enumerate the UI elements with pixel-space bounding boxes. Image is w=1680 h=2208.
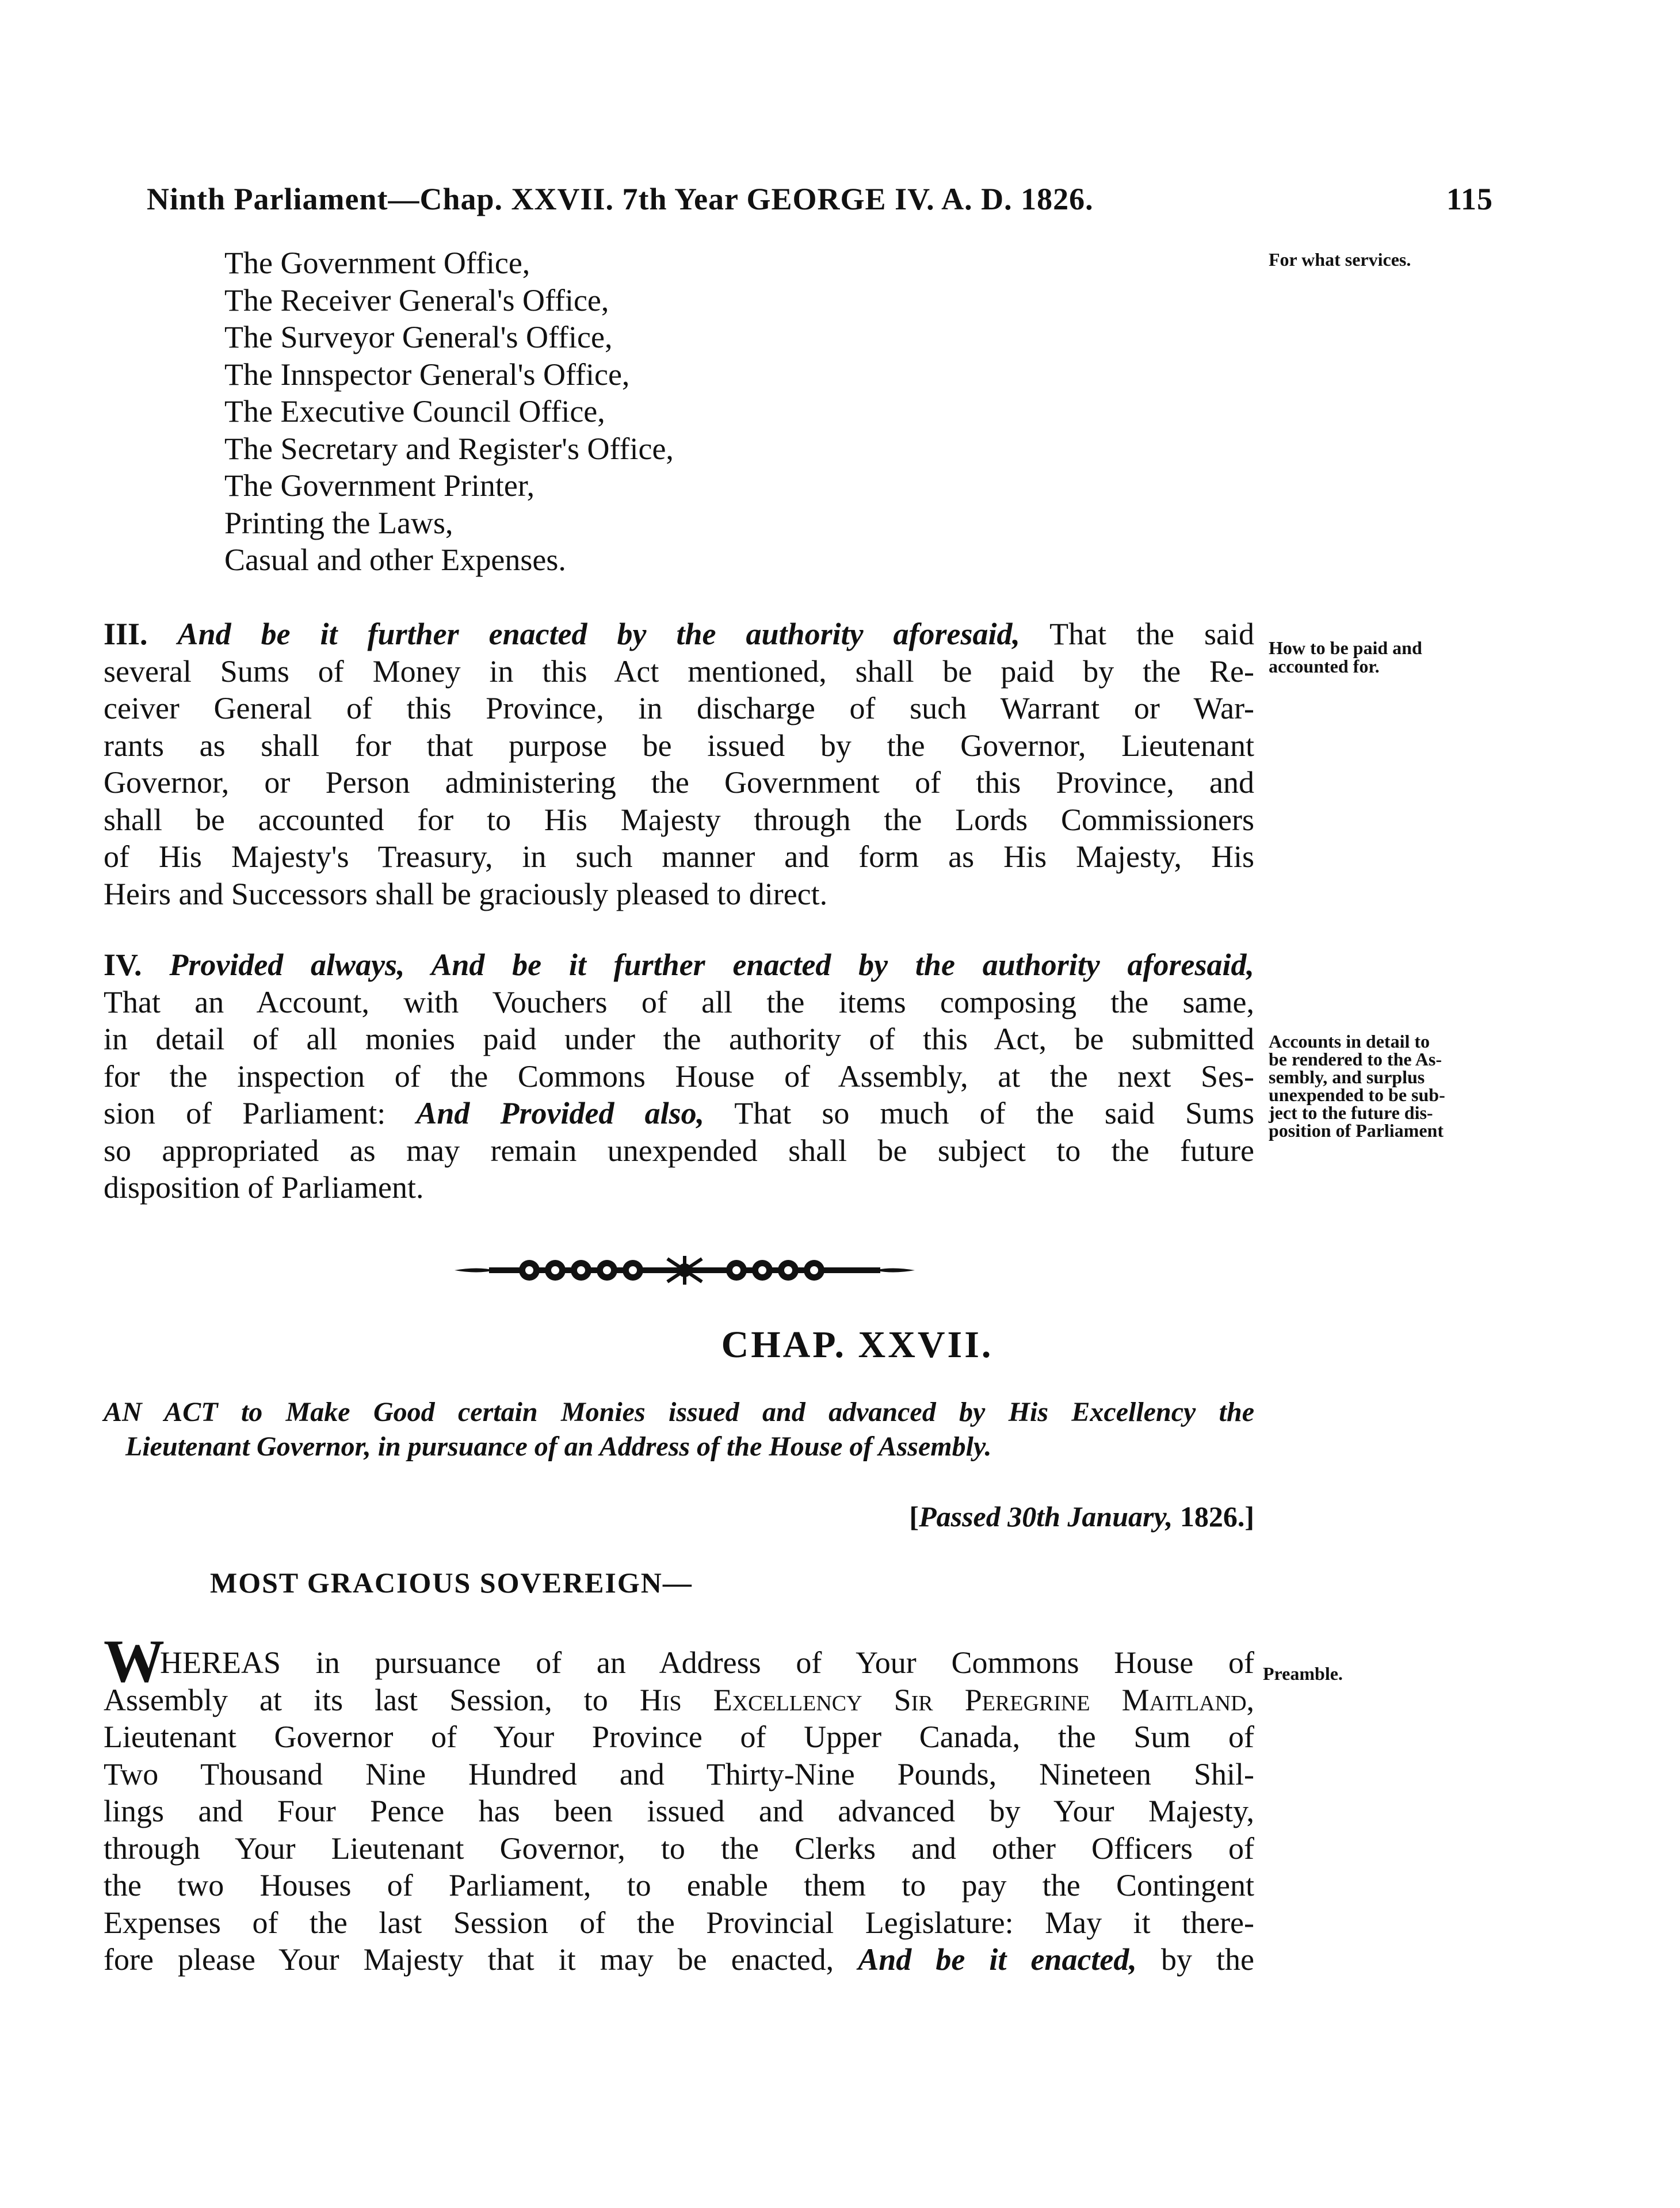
list-item: The Government Office, <box>224 246 530 280</box>
section-3-line: Governor, or Person administering the Government of this Province, and <box>104 765 1254 800</box>
preamble-line: through Your Lieutenant Governor, to the Clerks and other Officers of <box>104 1831 1254 1866</box>
preamble-text: Assembly at its last Session, to <box>104 1682 608 1717</box>
section-3-line: ceiver General of this Province, in discharge of such Warrant or War- <box>104 691 1254 725</box>
margin-note-line: be rendered to the As- <box>1269 1049 1442 1069</box>
section-4-line: in detail of all monies paid under the authority of this Act, be submitted <box>104 1022 1254 1056</box>
preamble-line: HEREAS in pursuance of an Address of Your Commons House of <box>160 1645 1254 1680</box>
preamble <box>104 1644 1254 1978</box>
section-3-line: Heirs and Successors shall be graciously pleased to direct. <box>104 876 828 911</box>
proviso-clause: Provided always, And be it further enacted by the authority aforesaid, <box>169 948 1254 982</box>
list-item: The Innspector General's Office, <box>224 357 630 392</box>
section-4-text: sion of Parliament: <box>104 1096 386 1130</box>
margin-note-payment <box>1269 639 1422 675</box>
section-4-line: disposition of Parliament. <box>104 1170 424 1205</box>
section-3-line: several Sums of Money in this Act mentioned, shall be paid by the Re- <box>104 654 1254 689</box>
section-4-line <box>104 946 1254 984</box>
margin-note-preamble: Preamble. <box>1263 1663 1343 1684</box>
margin-note-line: accounted for. <box>1269 656 1380 677</box>
section-4-text: That so much of the said Sums <box>734 1096 1255 1130</box>
governor-name: His Excellency Sir Peregrine Maitland, <box>639 1682 1255 1717</box>
section-3-text: That the said <box>1049 617 1254 651</box>
section-4-line: so appropriated as may remain unexpended shall be subject to the future <box>104 1133 1254 1168</box>
running-title: Ninth Parliament—Chap. XXVII. 7th Year GEORGE IV. A. D. 1826. <box>147 182 1094 216</box>
preamble-text: by the <box>1160 1942 1255 1977</box>
margin-note-line: unexpended to be sub- <box>1269 1084 1445 1105</box>
list-item: Casual and other Expenses. <box>224 543 566 577</box>
passed-label: Passed 30th January, <box>919 1500 1173 1533</box>
page-number: 115 <box>1446 182 1493 216</box>
act-title-line: AN ACT to Make Good certain Monies issued and advanced by His Excellency the <box>104 1397 1254 1427</box>
chapter-title: CHAP. XXVII. <box>721 1324 994 1366</box>
preamble-line: Lieutenant Governor of Your Province of Upper Canada, the Sum of <box>104 1720 1254 1754</box>
list-item: The Government Printer, <box>224 468 535 503</box>
margin-note-line: ject to the future dis- <box>1269 1102 1433 1123</box>
act-title <box>104 1395 1254 1464</box>
margin-note-line: sembly, and surplus <box>1269 1067 1425 1087</box>
preamble-line <box>104 1941 1254 1978</box>
margin-note-accounts <box>1269 1033 1445 1140</box>
preamble-line: Expenses of the last Session of the Provincial Legislature: May it there- <box>104 1905 1254 1940</box>
running-header <box>147 181 1493 233</box>
enacting-clause: And be it enacted, <box>858 1942 1137 1977</box>
margin-note-services: For what services. <box>1269 249 1411 270</box>
margin-note-line: position of Parliament <box>1269 1120 1444 1141</box>
preamble-line: Two Thousand Nine Hundred and Thirty-Nine Pounds, Nineteen Shil- <box>104 1756 1254 1791</box>
section-3 <box>104 616 1254 912</box>
section-3-line <box>104 616 1254 653</box>
proviso-clause: And Provided also, <box>416 1096 705 1130</box>
section-4-line: That an Account, with Vouchers of all the items composing the same, <box>104 984 1254 1019</box>
section-number: III. <box>104 617 148 651</box>
margin-note-line: How to be paid and <box>1269 637 1422 658</box>
preamble-line: lings and Four Pence has been issued and advanced by Your Majesty, <box>104 1794 1254 1828</box>
enacting-clause: And be it further enacted by the authority aforesaid, <box>177 617 1021 651</box>
act-title-line: Lieutenant Governor, in pursuance of an Address of the House of Assembly. <box>125 1431 992 1462</box>
list-item: The Surveyor General's Office, <box>224 320 613 354</box>
margin-note-line: Accounts in detail to <box>1269 1031 1430 1052</box>
section-3-line: rants as shall for that purpose be issued by the Governor, Lieutenant <box>104 728 1254 763</box>
ornament-divider <box>455 1256 915 1285</box>
salutation: MOST GRACIOUS SOVEREIGN— <box>210 1567 693 1599</box>
office-list <box>224 245 1145 579</box>
section-4-line: for the inspection of the Commons House of Assembly, at the next Ses- <box>104 1059 1254 1094</box>
preamble-line: the two Houses of Parliament, to enable them to pay the Contingent <box>104 1868 1254 1903</box>
section-4 <box>104 946 1254 1206</box>
section-4-line <box>104 1095 1254 1132</box>
list-item: Printing the Laws, <box>224 505 453 540</box>
list-item: The Receiver General's Office, <box>224 282 609 318</box>
section-3-line: shall be accounted for to His Majesty through the Lords Commissioners <box>104 802 1254 837</box>
list-item: The Executive Council Office, <box>224 394 605 429</box>
drop-cap: W <box>104 1628 165 1695</box>
bracket: [ <box>909 1500 919 1533</box>
list-item: The Secretary and Register's Office, <box>224 431 674 466</box>
preamble-text: fore please Your Majesty that it may be enacted, <box>104 1942 834 1977</box>
preamble-line <box>104 1682 1254 1719</box>
section-3-line: of His Majesty's Treasury, in such manner and form as His Majesty, His <box>104 839 1254 874</box>
section-number: IV. <box>104 948 142 982</box>
passed-year: 1826.] <box>1179 1500 1254 1533</box>
passed-date <box>794 1500 1254 1533</box>
